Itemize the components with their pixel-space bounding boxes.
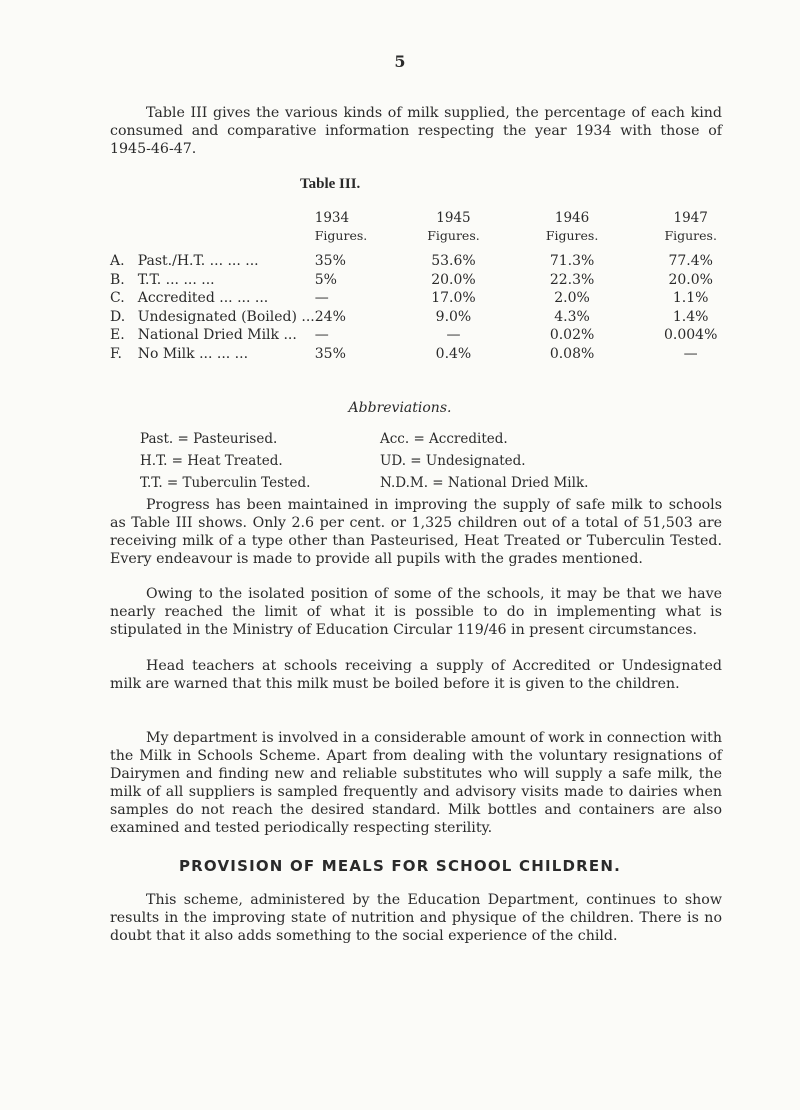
table-cell: 1.4%	[672, 308, 709, 325]
section-heading: PROVISION OF MEALS FOR SCHOOL CHILDREN.	[178, 857, 621, 875]
table-cell: 9.0%	[435, 308, 472, 325]
abbreviations-list	[140, 428, 700, 494]
column-header-1945: 1945 Figures.	[427, 210, 480, 243]
table-cell: 53.6%	[431, 253, 476, 269]
table-cell: 0.08%	[549, 345, 595, 362]
table-cell: 20.0%	[431, 271, 476, 288]
table-cell: —	[314, 327, 329, 344]
table-row: A. Past./H.T. ... ... ... 35% 53.6% 71.3% 77.4%	[110, 252, 750, 271]
table-cell: 77.4%	[668, 253, 713, 269]
table-cell: 5%	[314, 271, 337, 288]
row-label: Accredited	[137, 290, 215, 307]
table-row: F. No Milk ... ... ... 35% 0.4% 0.08% —	[110, 345, 750, 364]
table-cell: —	[314, 290, 329, 307]
table-cell: 17.0%	[431, 290, 476, 307]
table-cell: 0.02%	[549, 327, 595, 344]
column-header-1946: 1946 Figures.	[545, 210, 599, 243]
table-cell: 24%	[314, 308, 346, 325]
page-number: 5	[394, 52, 406, 71]
table-cell: 2.0%	[554, 290, 590, 307]
abbreviation-row: Past. = Pasteurised. Acc. = Accredited.	[140, 431, 508, 447]
table-cell: 20.0%	[668, 271, 713, 288]
table-cell: —	[683, 345, 698, 362]
department-work-paragraph: My department is involved in a considerable amount of work in connection with the Milk in Schools Scheme. Apart from dealing with the voluntary resignations of Dairymen and finding new and reliable substitutes who will supply a safe milk, the milk of all suppliers is sampled frequently and advisory visits made to dairies when samples do not reach the desired standard. Milk bottles and containers are also examined and tested periodically respecting sterility.	[110, 730, 722, 836]
column-header-1934: 1934 Figures.	[314, 210, 368, 243]
progress-paragraph: Progress has been maintained in improving the supply of safe milk to schools as Table III shows. Only 2.6 per cent. or 1,325 children out of a total of 51,503 are receiving milk of a type other than Pasteurised, Heat Treated or Tuberculin Tested. Every endeavour is made to provide all pupils with the grades mentioned.	[110, 497, 722, 567]
abbreviation-row: T.T. = Tuberculin Tested. N.D.M. = National Dried Milk.	[140, 475, 589, 491]
row-label: Past./H.T.	[137, 253, 206, 269]
table-header-row	[110, 210, 750, 244]
table-cell: 0.004%	[663, 327, 718, 344]
row-label: Undesignated (Boiled)	[137, 308, 297, 325]
meals-scheme-paragraph: This scheme, administered by the Education Department, continues to show results in the improving state of nutrition and physique of the children. There is no doubt that it also adds something to the social experience of the child.	[110, 892, 722, 944]
table-cell: 35%	[314, 253, 346, 269]
table-cell: 71.3%	[549, 253, 595, 269]
row-label: T.T.	[137, 271, 162, 288]
table-cell: 1.1%	[672, 290, 709, 307]
abbreviations-title: Abbreviations.	[348, 400, 452, 416]
table-row: C. Accredited ... ... ... — 17.0% 2.0% 1.1%	[110, 289, 750, 308]
table-cell: 0.4%	[435, 345, 472, 362]
milk-supply-table	[110, 210, 750, 364]
table-row: D. Undesignated (Boiled) ... 24% 9.0% 4.3% 1.4%	[110, 308, 750, 327]
table-cell: 35%	[314, 345, 346, 362]
table-cell: 4.3%	[554, 308, 590, 325]
table-row: E. National Dried Milk ... — — 0.02% 0.004%	[110, 326, 750, 345]
table-cell: —	[446, 327, 461, 344]
head-teachers-paragraph: Head teachers at schools receiving a supply of Accredited or Undesignated milk are warned that this milk must be boiled before it is given to the children.	[110, 658, 722, 692]
row-label: No Milk	[137, 345, 195, 362]
row-label: National Dried Milk	[137, 327, 280, 344]
table-title: Table III.	[300, 176, 361, 192]
intro-paragraph: Table III gives the various kinds of milk supplied, the percentage of each kind consumed and comparative information respecting the year 1934 with those of 1945-46-47.	[110, 105, 722, 157]
table-cell: 22.3%	[549, 271, 595, 288]
isolated-schools-paragraph: Owing to the isolated position of some of the schools, it may be that we have nearly reached the limit of what it is possible to do in implementing what is stipulated in the Ministry of Education Circular 119/46 in present circumstances.	[110, 586, 722, 638]
column-header-1947: 1947 Figures.	[664, 210, 717, 243]
abbreviation-row: H.T. = Heat Treated. UD. = Undesignated.	[140, 453, 526, 469]
table-row: B. T.T. ... ... ... 5% 20.0% 22.3% 20.0%	[110, 271, 750, 290]
